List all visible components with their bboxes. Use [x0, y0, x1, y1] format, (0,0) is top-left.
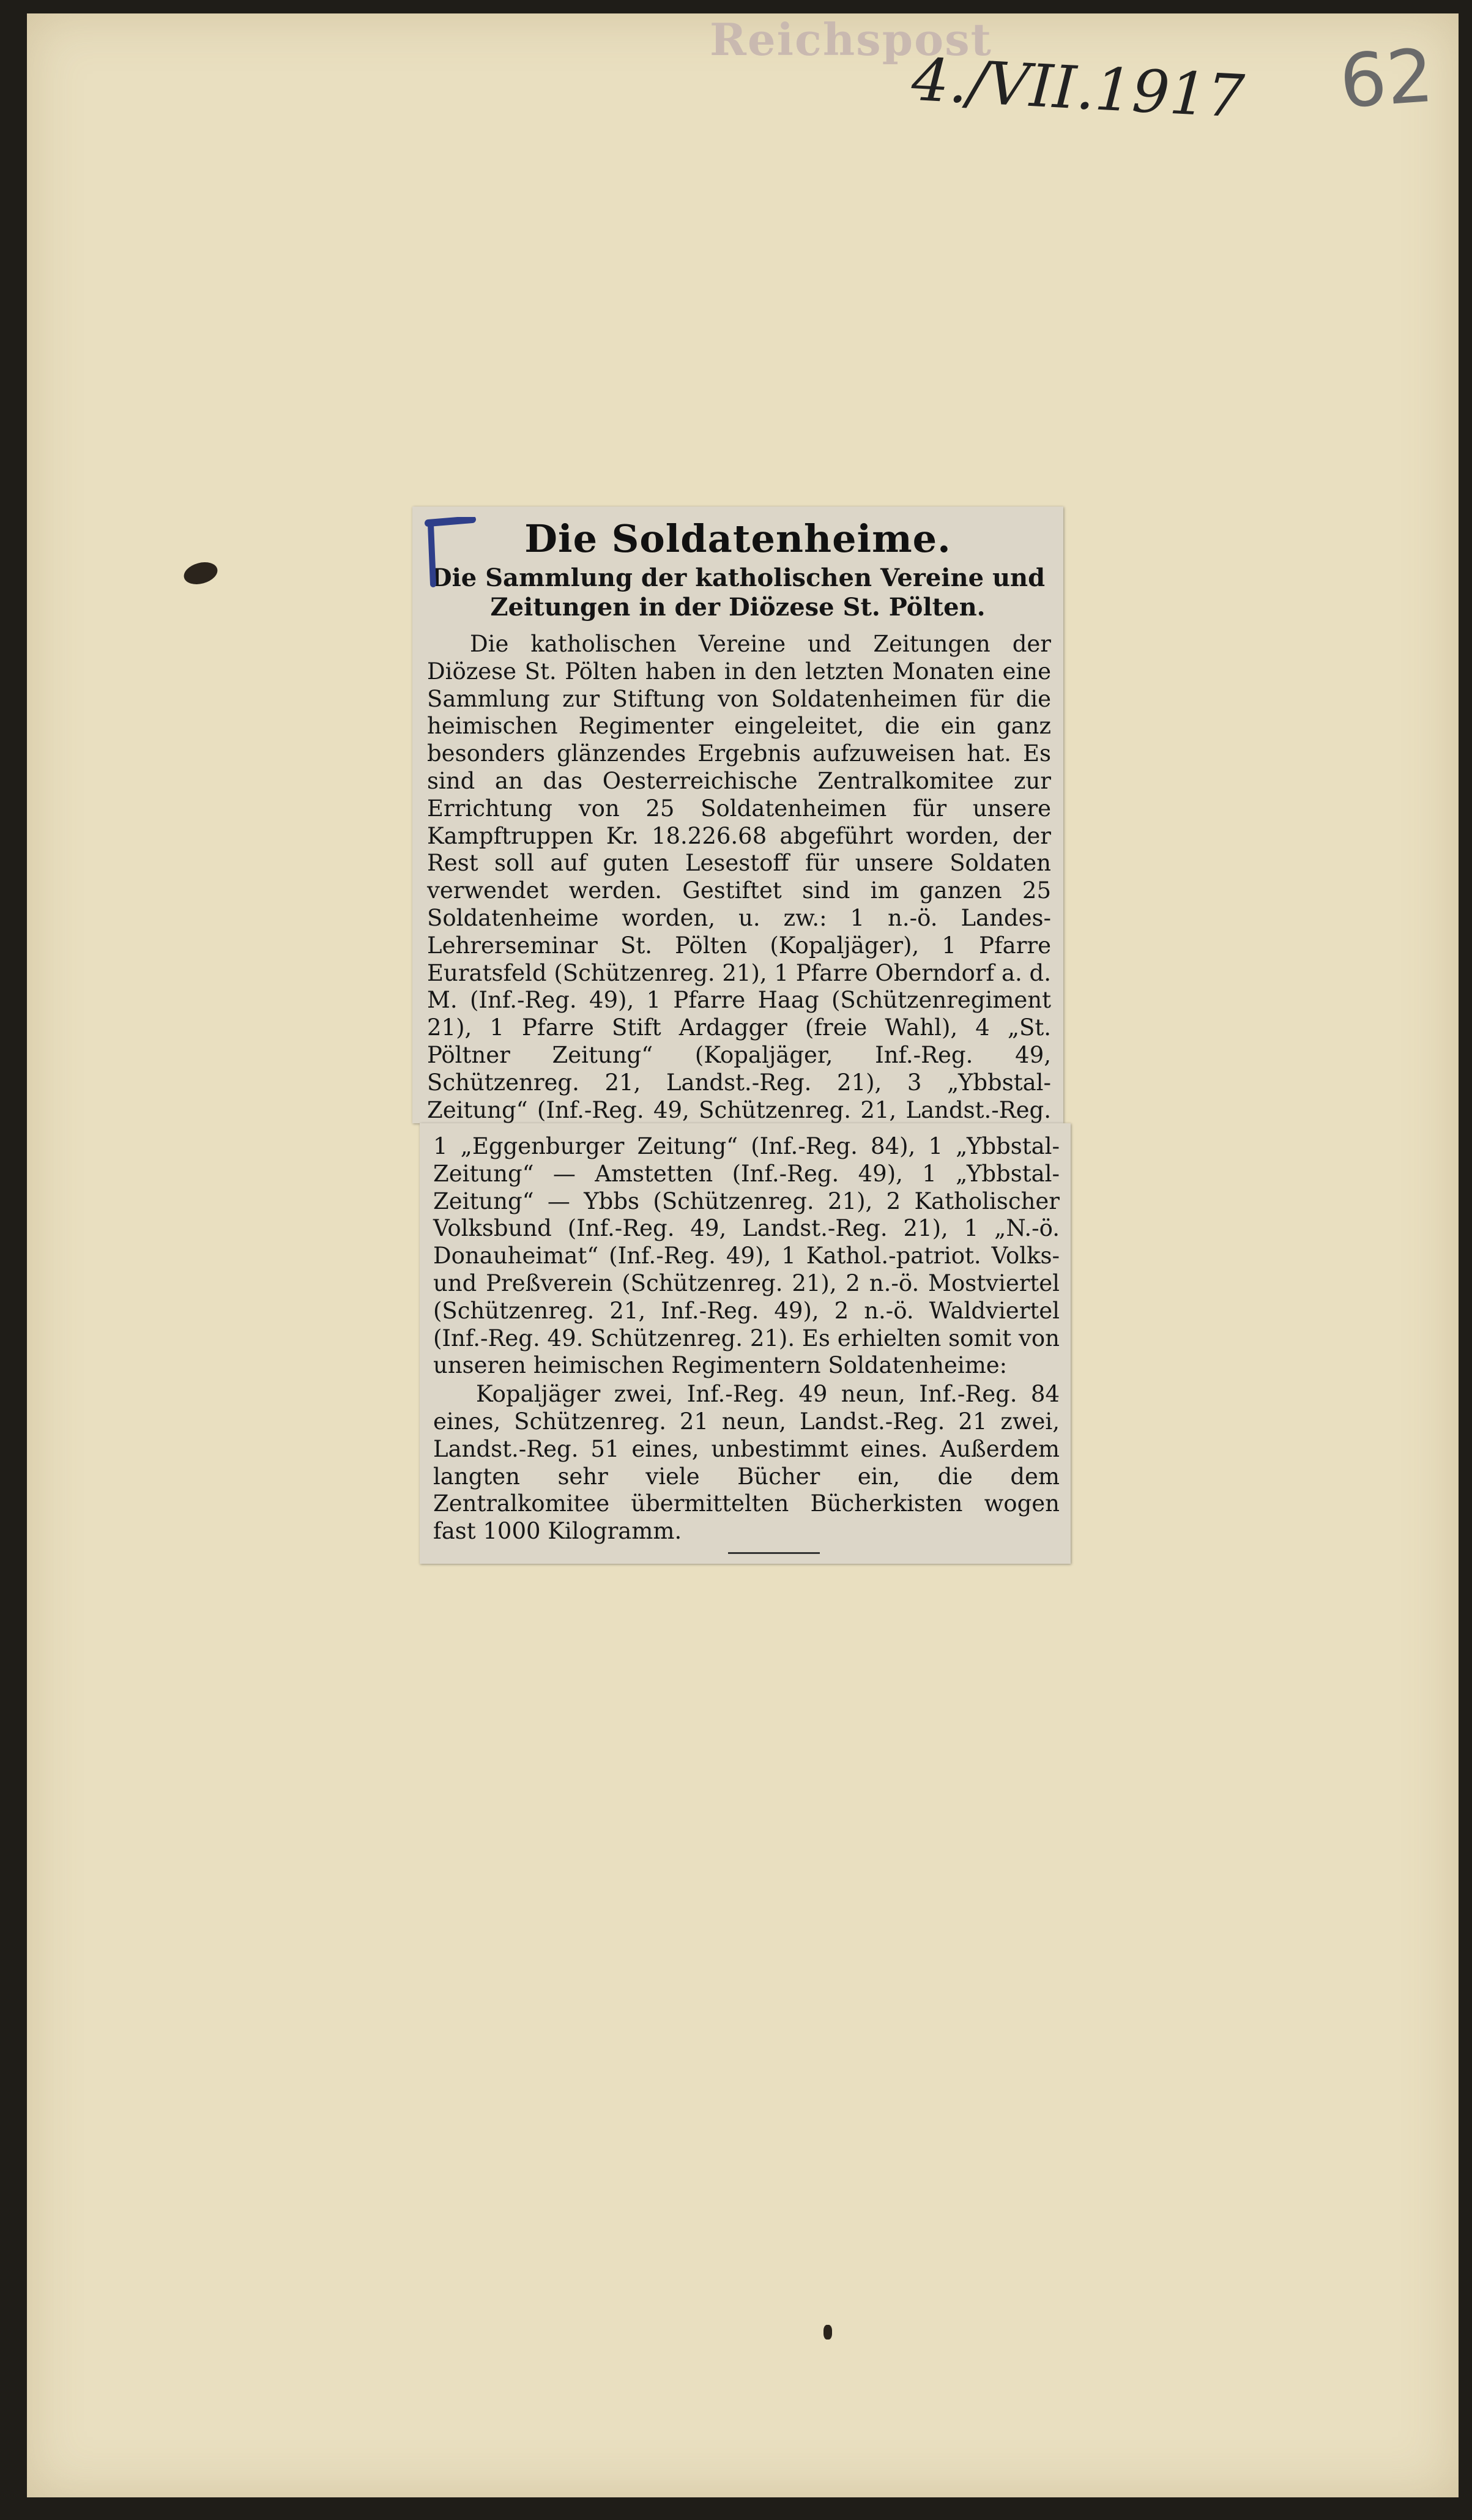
- article-paragraph: Kopaljäger zwei, Inf.-Reg. 49 neun, Inf.-Reg. 84 eines, Schützenreg. 21 neun, Landst.-Reg. 21 zwei, Landst.-Reg. 51 eines, unbestimmt eines. Außerdem langten sehr viele Bücher ein, die dem Zentralkomitee übermittelten Bücherkisten wogen fast 1000 Kilogramm.: [433, 1381, 1060, 1545]
- article-title: Die Soldatenheime.: [524, 516, 951, 561]
- article-subtitle: Die Sammlung der katholischen Vereine und Zeitungen in der Diözese St. Pölten.: [430, 563, 1046, 622]
- end-rule: [728, 1552, 820, 1554]
- newspaper-clipping-bottom: [420, 1123, 1071, 1564]
- handwritten-date: 4./VII.1917: [910, 45, 1246, 132]
- article-paragraph: Die katholischen Vereine und Zeitungen der Diözese St. Pölten haben in den letzten Monaten eine Sammlung zur Stiftung von Soldatenheimen für die heimischen Regimenter eingeleitet, die ein ganz besonders glänzendes Ergebnis aufzuweisen hat. Es sind an das Oesterreichische Zentralkomitee zur Errichtung von 25 Soldatenheimen für unsere Kampftruppen Kr. 18.226.68 abgeführt worden, der Rest soll auf guten Lesestoff für unsere Soldaten verwendet werden. Gestiftet sind im ganzen 25 Soldatenheime worden, u. zw.: 1 n.-ö. Landes-Lehrerseminar St. Pölten (Kopaljäger), 1 Pfarre Euratsfeld (Schützenreg. 21), 1 Pfarre Oberndorf a. d. M. (Inf.-Reg. 49), 1 Pfarre Haag (Schützenregiment 21), 1 Pfarre Stift Ardagger (freie Wahl), 4 „St. Pöltner Zeitung“ (Kopaljäger, Inf.-Reg. 49, Schützenreg. 21, Landst.-Reg. 21), 3 „Ybbstal-Zeitung“ (Inf.-Reg. 49, Schützenreg. 21, Landst.-Reg.: [427, 631, 1051, 1123]
- article-paragraph: 1 „Eggenburger Zeitung“ (Inf.-Reg. 84), 1 „Ybbstal-Zeitung“ — Amstetten (Inf.-Reg. 49), 1 „Ybbstal-Zeitung“ — Ybbs (Schützenreg. 21), 2 Katholischer Volksbund (Inf.-Reg. 49, Landst.-Reg. 21), 1 „N.-ö. Donauheimat“ (Inf.-Reg. 49), 1 Kathol.-patriot. Volks- und Preßverein (Schützenreg. 21), 2 n.-ö. Mostviertel (Schützenreg. 21, Inf.-Reg. 49), 2 n.-ö. Waldviertel (Inf.-Reg. 49. Schützenreg. 21). Es erhielten somit von unseren heimischen Regimentern Soldatenheime:: [433, 1133, 1060, 1379]
- archive-stamp: Reichspost: [710, 13, 992, 65]
- handwritten-page-number: 62: [1337, 33, 1437, 125]
- ink-mark: [823, 2325, 832, 2340]
- newspaper-clipping-top: [412, 507, 1063, 1123]
- blue-pencil-mark: [422, 517, 477, 590]
